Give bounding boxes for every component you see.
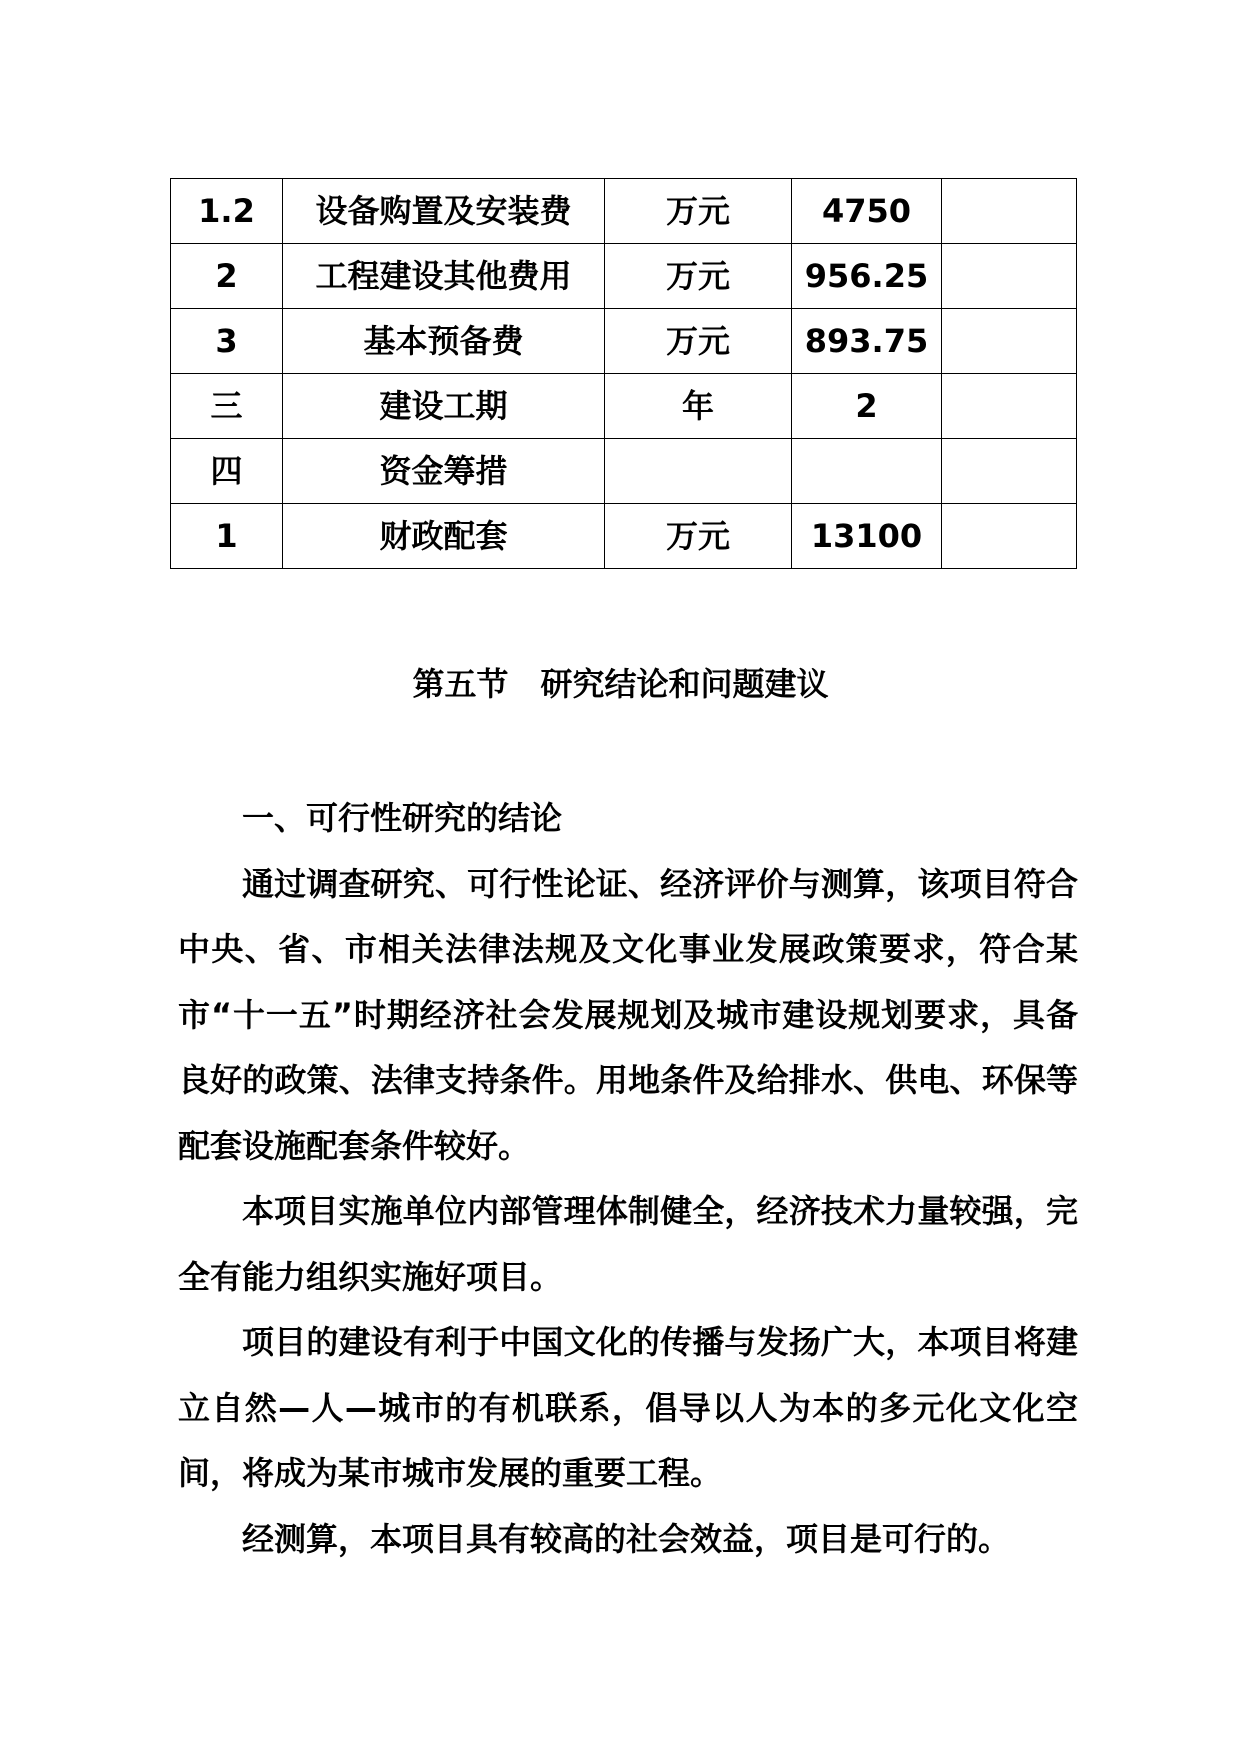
- paragraph: 经测算，本项目具有较高的社会效益，项目是可行的。: [242, 1519, 1011, 1558]
- row-number: 2: [171, 244, 283, 309]
- row-item: 设备购置及安装费: [283, 179, 605, 244]
- table-row: [171, 179, 1077, 244]
- row-value: 956.25: [792, 244, 942, 309]
- budget-table: [170, 178, 1077, 569]
- row-unit: 万元: [605, 244, 792, 309]
- table-row: [171, 374, 1077, 439]
- row-number: 3: [171, 309, 283, 374]
- table-row: [171, 244, 1077, 309]
- row-note: [942, 179, 1077, 244]
- subsection-heading: 一、可行性研究的结论: [242, 799, 563, 837]
- row-note: [942, 374, 1077, 439]
- row-item: 财政配套: [283, 504, 605, 569]
- row-number: 四: [171, 439, 283, 504]
- row-number: 1.2: [171, 179, 283, 244]
- row-unit: 万元: [605, 309, 792, 374]
- table-row: [171, 309, 1077, 374]
- paragraph: 项目的建设有利于中国文化的传播与发扬广大，本项目将建立自然—人—城市的有机联系，倡导以人为本的多元化文化空间，将成为某市城市发展的重要工程。: [178, 1323, 1078, 1492]
- table-row: [171, 439, 1077, 504]
- row-unit: 年: [605, 374, 792, 439]
- row-note: [942, 309, 1077, 374]
- paragraph: 通过调查研究、可行性论证、经济评价与测算，该项目符合中央、省、市相关法律法规及文化事业发展政策要求，符合某市“十一五”时期经济社会发展规划及城市建设规划要求，具备良好的政策、法律支持条件。用地条件及给排水、供电、环保等配套设施配套条件较好。: [178, 864, 1078, 1165]
- row-unit: [605, 439, 792, 504]
- row-item: 工程建设其他费用: [283, 244, 605, 309]
- row-value: [792, 439, 942, 504]
- section-title: 第五节 研究结论和问题建议: [412, 665, 829, 703]
- row-note: [942, 439, 1077, 504]
- row-number: 1: [171, 504, 283, 569]
- row-item: 建设工期: [283, 374, 605, 439]
- row-value: 4750: [792, 179, 942, 244]
- row-value: 893.75: [792, 309, 942, 374]
- row-item: 资金筹措: [283, 439, 605, 504]
- row-unit: 万元: [605, 179, 792, 244]
- paragraph: 本项目实施单位内部管理体制健全，经济技术力量较强，完全有能力组织实施好项目。: [178, 1192, 1078, 1296]
- row-value: 13100: [792, 504, 942, 569]
- row-unit: 万元: [605, 504, 792, 569]
- row-number: 三: [171, 374, 283, 439]
- table-row: [171, 504, 1077, 569]
- row-note: [942, 504, 1077, 569]
- row-item: 基本预备费: [283, 309, 605, 374]
- body-text: [178, 786, 1078, 1572]
- row-note: [942, 244, 1077, 309]
- row-value: 2: [792, 374, 942, 439]
